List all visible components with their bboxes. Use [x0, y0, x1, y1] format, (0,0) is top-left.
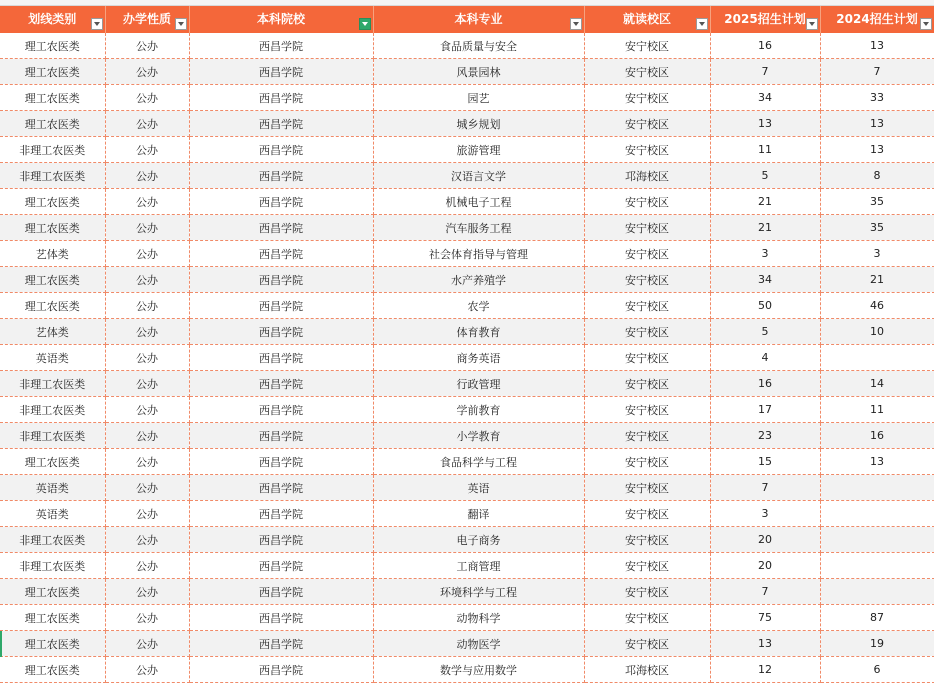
cell-university[interactable]: 西昌学院	[189, 371, 373, 397]
cell-major[interactable]: 工商管理	[373, 553, 584, 579]
cell-category[interactable]: 英语类	[0, 345, 105, 371]
cell-university[interactable]: 西昌学院	[189, 657, 373, 683]
table-row[interactable]	[0, 137, 934, 163]
cell-plan-2025[interactable]: 13	[710, 111, 820, 137]
cell-category[interactable]: 理工农医类	[0, 59, 105, 85]
cell-plan-2024[interactable]: 33	[820, 85, 934, 111]
cell-university[interactable]: 西昌学院	[189, 137, 373, 163]
cell-plan-2025[interactable]: 7	[710, 579, 820, 605]
cell-campus[interactable]: 安宁校区	[584, 189, 710, 215]
cell-school-type[interactable]: 公办	[105, 579, 189, 605]
table-row[interactable]	[0, 59, 934, 85]
filter-dropdown-icon[interactable]	[696, 18, 708, 30]
table-row[interactable]	[0, 189, 934, 215]
table-body	[0, 33, 934, 683]
cell-major[interactable]: 汉语言文学	[373, 163, 584, 189]
table-row[interactable]	[0, 111, 934, 137]
cell-school-type[interactable]: 公办	[105, 241, 189, 267]
cell-university[interactable]: 西昌学院	[189, 527, 373, 553]
cell-major[interactable]: 风景园林	[373, 59, 584, 85]
cell-major[interactable]: 小学教育	[373, 423, 584, 449]
cell-school-type[interactable]: 公办	[105, 501, 189, 527]
cell-plan-2025[interactable]: 17	[710, 397, 820, 423]
table-row[interactable]	[0, 397, 934, 423]
table-row[interactable]	[0, 85, 934, 111]
cell-major[interactable]: 城乡规划	[373, 111, 584, 137]
cell-plan-2024[interactable]: 14	[820, 371, 934, 397]
cell-university[interactable]: 西昌学院	[189, 475, 373, 501]
table-row[interactable]	[0, 423, 934, 449]
cell-plan-2025[interactable]: 21	[710, 215, 820, 241]
cell-school-type[interactable]: 公办	[105, 475, 189, 501]
column-header-university[interactable]: 本科院校	[189, 6, 373, 33]
cell-plan-2024[interactable]: 13	[820, 33, 934, 59]
table-row[interactable]	[0, 163, 934, 189]
cell-plan-2025[interactable]: 3	[710, 241, 820, 267]
cell-university[interactable]: 西昌学院	[189, 111, 373, 137]
cell-school-type[interactable]: 公办	[105, 423, 189, 449]
table-row[interactable]	[0, 475, 934, 501]
cell-university[interactable]: 西昌学院	[189, 501, 373, 527]
table-row[interactable]	[0, 527, 934, 553]
cell-school-type[interactable]: 公办	[105, 319, 189, 345]
cell-campus[interactable]: 安宁校区	[584, 267, 710, 293]
cell-campus[interactable]: 安宁校区	[584, 319, 710, 345]
filter-dropdown-icon[interactable]	[91, 18, 103, 30]
cell-campus[interactable]: 安宁校区	[584, 137, 710, 163]
cell-plan-2024[interactable]	[820, 345, 934, 371]
table-row[interactable]	[0, 631, 934, 657]
cell-school-type[interactable]: 公办	[105, 33, 189, 59]
cell-plan-2025[interactable]: 13	[710, 631, 820, 657]
cell-university[interactable]: 西昌学院	[189, 241, 373, 267]
cell-campus[interactable]: 邛海校区	[584, 657, 710, 683]
cell-university[interactable]: 西昌学院	[189, 319, 373, 345]
cell-category[interactable]: 理工农医类	[0, 267, 105, 293]
cell-category[interactable]: 非理工农医类	[0, 371, 105, 397]
cell-major[interactable]: 电子商务	[373, 527, 584, 553]
cell-category[interactable]: 理工农医类	[0, 215, 105, 241]
filter-dropdown-icon[interactable]	[175, 18, 187, 30]
table-row[interactable]	[0, 345, 934, 371]
cell-school-type[interactable]: 公办	[105, 605, 189, 631]
cell-plan-2024[interactable]	[820, 475, 934, 501]
cell-campus[interactable]: 安宁校区	[584, 33, 710, 59]
cell-school-type[interactable]: 公办	[105, 449, 189, 475]
cell-university[interactable]: 西昌学院	[189, 553, 373, 579]
filter-active-icon[interactable]	[359, 18, 371, 30]
cell-school-type[interactable]: 公办	[105, 85, 189, 111]
cell-category[interactable]: 非理工农医类	[0, 163, 105, 189]
cell-campus[interactable]: 安宁校区	[584, 397, 710, 423]
cell-major[interactable]: 学前教育	[373, 397, 584, 423]
table-row[interactable]	[0, 241, 934, 267]
table-row[interactable]	[0, 319, 934, 345]
cell-major[interactable]: 商务英语	[373, 345, 584, 371]
cell-university[interactable]: 西昌学院	[189, 215, 373, 241]
table-row[interactable]	[0, 501, 934, 527]
cell-major[interactable]: 水产养殖学	[373, 267, 584, 293]
cell-major[interactable]: 数学与应用数学	[373, 657, 584, 683]
column-header-category[interactable]: 划线类别	[0, 6, 105, 33]
cell-campus[interactable]: 安宁校区	[584, 345, 710, 371]
cell-major[interactable]: 社会体育指导与管理	[373, 241, 584, 267]
cell-school-type[interactable]: 公办	[105, 345, 189, 371]
cell-plan-2025[interactable]: 7	[710, 475, 820, 501]
cell-school-type[interactable]: 公办	[105, 657, 189, 683]
cell-major[interactable]: 食品科学与工程	[373, 449, 584, 475]
cell-category[interactable]: 英语类	[0, 475, 105, 501]
cell-plan-2025[interactable]: 5	[710, 163, 820, 189]
table-row[interactable]	[0, 605, 934, 631]
cell-plan-2025[interactable]: 15	[710, 449, 820, 475]
cell-campus[interactable]: 安宁校区	[584, 293, 710, 319]
cell-plan-2024[interactable]: 11	[820, 397, 934, 423]
header-row	[0, 6, 934, 33]
cell-plan-2025[interactable]: 20	[710, 527, 820, 553]
cell-university[interactable]: 西昌学院	[189, 397, 373, 423]
cell-university[interactable]: 西昌学院	[189, 423, 373, 449]
cell-major[interactable]: 园艺	[373, 85, 584, 111]
row-selection-marker	[0, 631, 2, 657]
cell-category[interactable]: 理工农医类	[0, 605, 105, 631]
cell-campus[interactable]: 安宁校区	[584, 85, 710, 111]
cell-category[interactable]: 理工农医类	[0, 189, 105, 215]
cell-plan-2024[interactable]	[820, 579, 934, 605]
cell-school-type[interactable]: 公办	[105, 111, 189, 137]
column-header-school-type[interactable]: 办学性质	[105, 6, 189, 33]
cell-plan-2024[interactable]: 13	[820, 111, 934, 137]
cell-major[interactable]: 动物医学	[373, 631, 584, 657]
cell-major[interactable]: 机械电子工程	[373, 189, 584, 215]
cell-school-type[interactable]: 公办	[105, 163, 189, 189]
table-row[interactable]	[0, 215, 934, 241]
cell-plan-2025[interactable]: 3	[710, 501, 820, 527]
cell-plan-2024[interactable]: 13	[820, 137, 934, 163]
cell-plan-2025[interactable]: 21	[710, 189, 820, 215]
cell-university[interactable]: 西昌学院	[189, 163, 373, 189]
cell-plan-2024[interactable]: 87	[820, 605, 934, 631]
cell-major[interactable]: 翻译	[373, 501, 584, 527]
cell-plan-2025[interactable]: 34	[710, 85, 820, 111]
cell-plan-2024[interactable]: 19	[820, 631, 934, 657]
cell-major[interactable]: 环境科学与工程	[373, 579, 584, 605]
cell-category[interactable]: 理工农医类	[0, 631, 105, 657]
cell-campus[interactable]: 安宁校区	[584, 553, 710, 579]
cell-campus[interactable]: 安宁校区	[584, 371, 710, 397]
cell-school-type[interactable]: 公办	[105, 59, 189, 85]
cell-plan-2024[interactable]	[820, 553, 934, 579]
cell-plan-2024[interactable]: 6	[820, 657, 934, 683]
cell-major[interactable]: 行政管理	[373, 371, 584, 397]
cell-school-type[interactable]: 公办	[105, 215, 189, 241]
cell-category[interactable]: 理工农医类	[0, 33, 105, 59]
cell-campus[interactable]: 安宁校区	[584, 605, 710, 631]
cell-campus[interactable]: 安宁校区	[584, 241, 710, 267]
cell-plan-2025[interactable]: 11	[710, 137, 820, 163]
cell-university[interactable]: 西昌学院	[189, 85, 373, 111]
cell-plan-2024[interactable]: 7	[820, 59, 934, 85]
cell-campus[interactable]: 安宁校区	[584, 59, 710, 85]
cell-plan-2025[interactable]: 7	[710, 59, 820, 85]
cell-plan-2025[interactable]: 16	[710, 33, 820, 59]
table-row[interactable]	[0, 267, 934, 293]
cell-campus[interactable]: 安宁校区	[584, 631, 710, 657]
cell-campus[interactable]: 安宁校区	[584, 527, 710, 553]
cell-university[interactable]: 西昌学院	[189, 345, 373, 371]
filter-dropdown-icon[interactable]	[570, 18, 582, 30]
table-row[interactable]	[0, 657, 934, 683]
cell-plan-2025[interactable]: 23	[710, 423, 820, 449]
cell-school-type[interactable]: 公办	[105, 189, 189, 215]
cell-plan-2025[interactable]: 12	[710, 657, 820, 683]
cell-plan-2025[interactable]: 4	[710, 345, 820, 371]
table-row[interactable]	[0, 449, 934, 475]
cell-school-type[interactable]: 公办	[105, 553, 189, 579]
cell-plan-2024[interactable]: 13	[820, 449, 934, 475]
cell-school-type[interactable]: 公办	[105, 137, 189, 163]
column-header-major[interactable]: 本科专业	[373, 6, 584, 33]
cell-major[interactable]: 食品质量与安全	[373, 33, 584, 59]
cell-major[interactable]: 动物科学	[373, 605, 584, 631]
cell-category[interactable]: 理工农医类	[0, 449, 105, 475]
table-row[interactable]	[0, 33, 934, 59]
cell-university[interactable]: 西昌学院	[189, 33, 373, 59]
cell-school-type[interactable]: 公办	[105, 267, 189, 293]
cell-plan-2025[interactable]: 34	[710, 267, 820, 293]
cell-plan-2024[interactable]: 16	[820, 423, 934, 449]
cell-category[interactable]: 英语类	[0, 501, 105, 527]
table-row[interactable]	[0, 293, 934, 319]
cell-school-type[interactable]: 公办	[105, 371, 189, 397]
cell-university[interactable]: 西昌学院	[189, 449, 373, 475]
cell-category[interactable]: 理工农医类	[0, 85, 105, 111]
cell-campus[interactable]: 安宁校区	[584, 449, 710, 475]
cell-plan-2024[interactable]: 8	[820, 163, 934, 189]
cell-university[interactable]: 西昌学院	[189, 267, 373, 293]
cell-campus[interactable]: 安宁校区	[584, 215, 710, 241]
cell-school-type[interactable]: 公办	[105, 397, 189, 423]
cell-university[interactable]: 西昌学院	[189, 59, 373, 85]
cell-category[interactable]: 非理工农医类	[0, 137, 105, 163]
cell-university[interactable]: 西昌学院	[189, 631, 373, 657]
table-row[interactable]	[0, 371, 934, 397]
cell-campus[interactable]: 安宁校区	[584, 579, 710, 605]
cell-campus[interactable]: 安宁校区	[584, 423, 710, 449]
cell-major[interactable]: 英语	[373, 475, 584, 501]
cell-category[interactable]: 非理工农医类	[0, 423, 105, 449]
cell-plan-2024[interactable]	[820, 527, 934, 553]
cell-plan-2024[interactable]: 3	[820, 241, 934, 267]
cell-plan-2024[interactable]: 10	[820, 319, 934, 345]
cell-plan-2024[interactable]: 35	[820, 215, 934, 241]
cell-category[interactable]: 理工农医类	[0, 657, 105, 683]
cell-university[interactable]: 西昌学院	[189, 579, 373, 605]
cell-category[interactable]: 非理工农医类	[0, 397, 105, 423]
column-header-plan-2024[interactable]: 2024招生计划	[820, 6, 934, 33]
cell-plan-2025[interactable]: 5	[710, 319, 820, 345]
cell-plan-2025[interactable]: 50	[710, 293, 820, 319]
cell-plan-2024[interactable]	[820, 501, 934, 527]
cell-category[interactable]: 非理工农医类	[0, 527, 105, 553]
cell-university[interactable]: 西昌学院	[189, 605, 373, 631]
cell-plan-2024[interactable]: 46	[820, 293, 934, 319]
cell-category[interactable]: 艺体类	[0, 319, 105, 345]
table-row[interactable]	[0, 579, 934, 605]
column-header-campus[interactable]: 就读校区	[584, 6, 710, 33]
cell-category[interactable]: 理工农医类	[0, 111, 105, 137]
cell-major[interactable]: 汽车服务工程	[373, 215, 584, 241]
cell-campus[interactable]: 邛海校区	[584, 163, 710, 189]
cell-plan-2025[interactable]: 16	[710, 371, 820, 397]
filter-dropdown-icon[interactable]	[806, 18, 818, 30]
cell-major[interactable]: 体育教育	[373, 319, 584, 345]
cell-plan-2025[interactable]: 20	[710, 553, 820, 579]
cell-school-type[interactable]: 公办	[105, 293, 189, 319]
cell-plan-2024[interactable]: 21	[820, 267, 934, 293]
cell-category[interactable]: 艺体类	[0, 241, 105, 267]
cell-major[interactable]: 旅游管理	[373, 137, 584, 163]
cell-university[interactable]: 西昌学院	[189, 293, 373, 319]
cell-plan-2024[interactable]: 35	[820, 189, 934, 215]
cell-school-type[interactable]: 公办	[105, 631, 189, 657]
cell-major[interactable]: 农学	[373, 293, 584, 319]
cell-campus[interactable]: 安宁校区	[584, 111, 710, 137]
cell-category[interactable]: 理工农医类	[0, 579, 105, 605]
column-header-plan-2025[interactable]: 2025招生计划	[710, 6, 820, 33]
cell-school-type[interactable]: 公办	[105, 527, 189, 553]
cell-category[interactable]: 理工农医类	[0, 293, 105, 319]
cell-plan-2025[interactable]: 75	[710, 605, 820, 631]
filter-dropdown-icon[interactable]	[920, 18, 932, 30]
cell-campus[interactable]: 安宁校区	[584, 501, 710, 527]
cell-campus[interactable]: 安宁校区	[584, 475, 710, 501]
spreadsheet-table	[0, 6, 934, 683]
cell-category[interactable]: 非理工农医类	[0, 553, 105, 579]
cell-university[interactable]: 西昌学院	[189, 189, 373, 215]
table-row[interactable]	[0, 553, 934, 579]
